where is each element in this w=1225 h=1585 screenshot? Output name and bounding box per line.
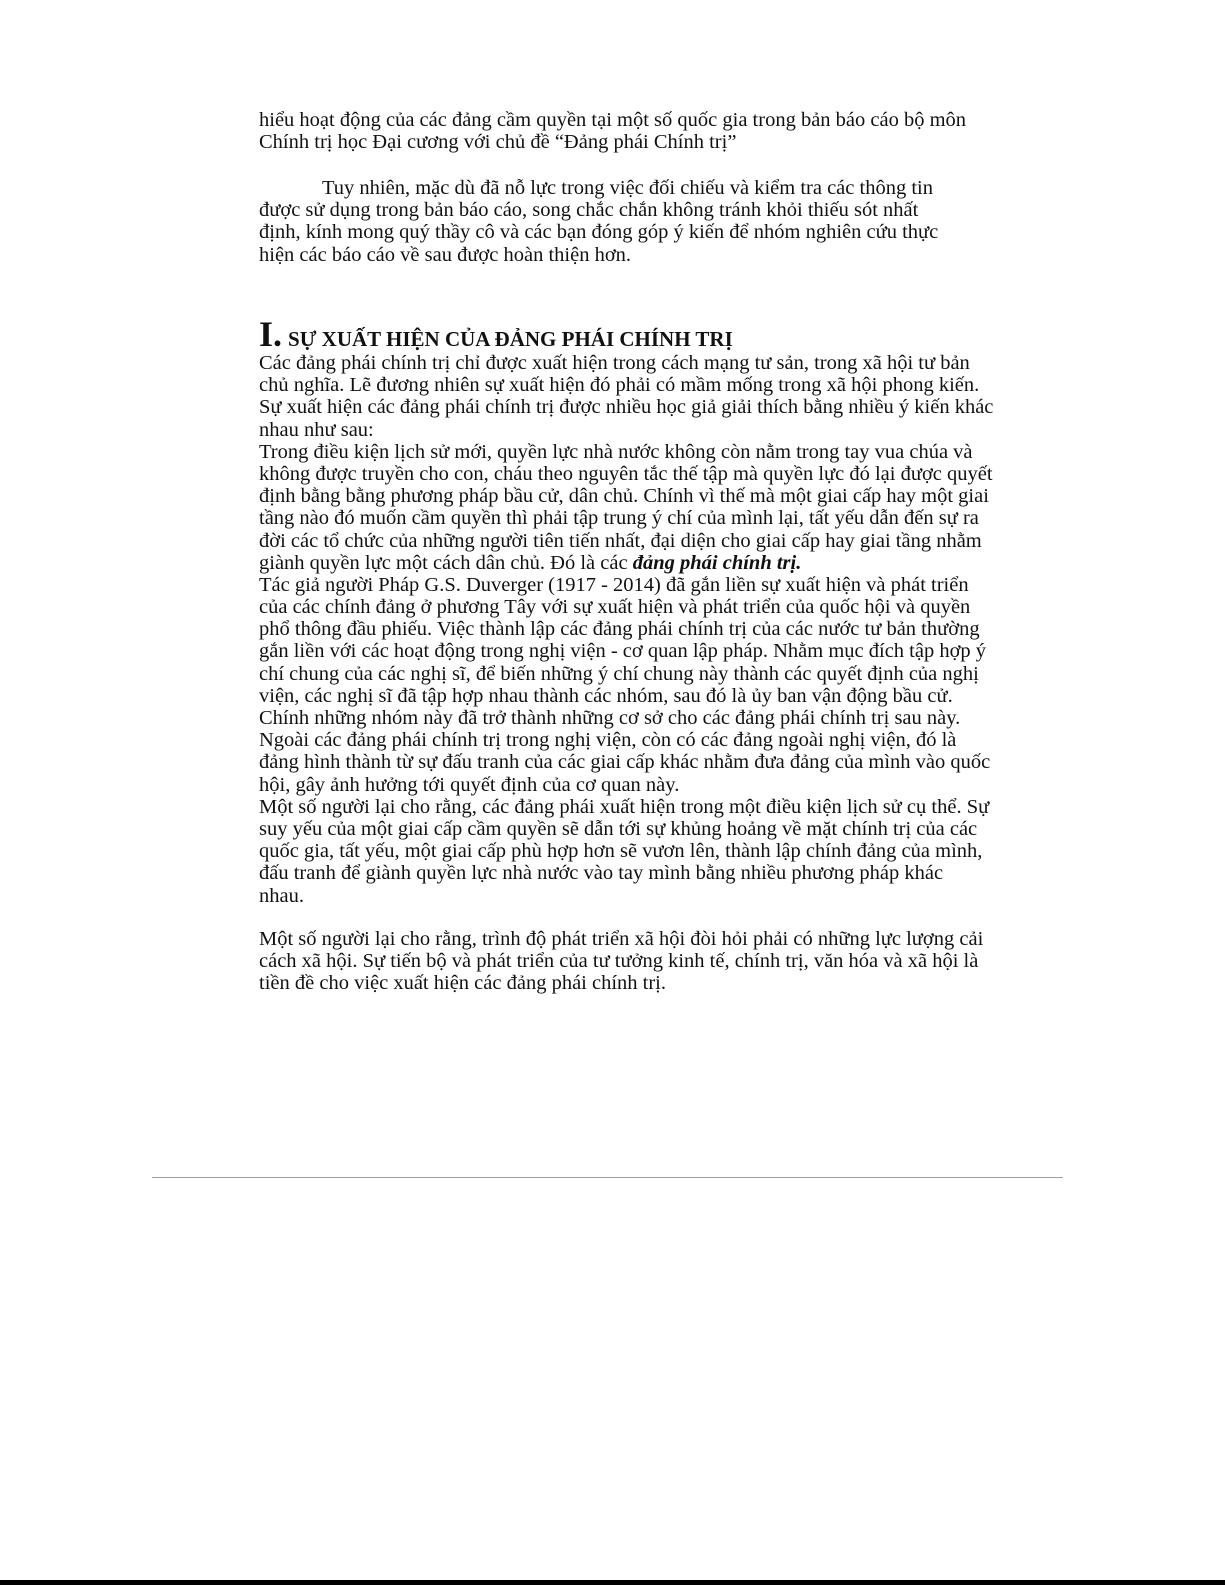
section-number: I. xyxy=(259,314,283,354)
text-line: Chính trị học Đại cương với chủ đề “Đảng phái Chính trị” xyxy=(259,131,737,154)
text-line: tiền đề cho việc xuất hiện các đảng phái chính trị. xyxy=(259,972,666,995)
text-line: Trong điều kiện lịch sử mới, quyền lực nhà nước không còn nằm trong tay vua chúa và xyxy=(259,440,973,463)
text-line: hiện các báo cáo về sau được hoàn thiện hơn. xyxy=(259,243,632,266)
emphasis-text: đảng phái chính trị. xyxy=(632,551,802,574)
text-line xyxy=(259,552,989,574)
text-line: viện, các nghị sĩ đã tập hợp nhau thành các nhóm, sau đó là ủy ban vận động bầu cử. xyxy=(259,684,953,707)
text-line: hội, gây ảnh hưởng tới quyết định của cơ quan này. xyxy=(259,773,680,796)
text-line: suy yếu của một giai cấp cầm quyền sẽ dẫn tới sự khủng hoảng về mặt chính trị của các xyxy=(259,817,978,840)
text-line: Một số người lại cho rằng, các đảng phái xuất hiện trong một điều kiện lịch sử cụ thể. Sự xyxy=(259,795,990,818)
text-line: của các chính đảng ở phương Tây với sự xuất hiện và phát triển của quốc hội và quyền xyxy=(259,596,971,619)
paragraph-duverger xyxy=(259,574,989,796)
text-line: Một số người lại cho rằng, trình độ phát triển xã hội đòi hỏi phải có những lực lượng cải xyxy=(259,928,984,950)
text-line: Sự xuất hiện các đảng phái chính trị được nhiều học giả giải thích bằng nhiều ý kiến khác xyxy=(259,396,994,419)
text-line: gắn liền với các hoạt động trong nghị viện - cơ quan lập pháp. Nhằm mục đích tập hợp ý xyxy=(259,640,987,663)
text-line: Các đảng phái chính trị chỉ được xuất hiện trong cách mạng tư sản, trong xã hội tư bản xyxy=(259,352,970,374)
text-line: định bằng bằng phương pháp bầu cử, dân chủ. Chính vì thế mà một giai cấp hay một giai xyxy=(259,485,989,508)
text-line: đấu tranh để giành quyền lực nhà nước vào tay mình bằng nhiều phương pháp khác xyxy=(259,862,944,885)
text-line: Tuy nhiên, mặc dù đã nỗ lực trong việc đối chiếu và kiểm tra các thông tin xyxy=(322,177,933,199)
text-line: nhau như sau: xyxy=(259,418,374,441)
text-line: Chính những nhóm này đã trở thành những cơ sở cho các đảng phái chính trị sau này. xyxy=(259,707,961,729)
text-line: quốc gia, tất yếu, một giai cấp phù hợp hơn sẽ vươn lên, thành lập chính đảng của mình, xyxy=(259,840,983,863)
paragraph-new-conditions xyxy=(259,440,993,574)
text-line: Tác giả người Pháp G.S. Duverger (1917 - 2014) đã gắn liền sự xuất hiện và phát triển xyxy=(259,573,969,596)
text-line: cách xã hội. Sự tiến bộ và phát triển của tư tưởng kinh tế, chính trị, văn hóa và xã hội là xyxy=(259,950,979,973)
text-line: tầng nào đó muốn cầm quyền thì phải tập trung ý chí của mình lại, tất yếu dẫn đến sự ra xyxy=(259,507,979,530)
section-body xyxy=(259,352,994,907)
disclaimer-paragraph xyxy=(259,177,989,266)
paragraph-historical-conditions xyxy=(259,796,989,907)
page-divider xyxy=(152,1177,1063,1178)
text-line: Ngoài các đảng phái chính trị trong nghị viện, còn có các đảng ngoài nghị viện, đó là xyxy=(259,729,957,752)
intro-paragraph xyxy=(259,109,989,153)
bottom-edge-bar xyxy=(0,1580,1225,1585)
text-line: đời các tổ chức của những người tiên tiến nhất, đại diện cho giai cấp hay giai tầng nhằm xyxy=(259,529,982,552)
section-heading xyxy=(259,316,733,352)
text-line: chủ nghĩa. Lẽ đương nhiên sự xuất hiện đó phải có mầm mống trong xã hội phong kiến. xyxy=(259,374,980,397)
text-line: định, kính mong quý thầy cô và các bạn đóng góp ý kiến để nhóm nghiên cứu thực xyxy=(259,221,939,244)
paragraph-social-development xyxy=(259,928,989,995)
text-line: nhau. xyxy=(259,884,304,907)
text-line: phổ thông đầu phiếu. Việc thành lập các đảng phái chính trị của các nước tư bản thường xyxy=(259,618,980,641)
paragraph-origin xyxy=(259,352,994,441)
text-line: được sử dụng trong bản báo cáo, song chắc chắn không tránh khỏi thiếu sót nhất xyxy=(259,199,919,222)
section-title: SỰ XUẤT HIỆN CỦA ĐẢNG PHÁI CHÍNH TRỊ xyxy=(288,327,733,351)
text-line: không được truyền cho con, cháu theo nguyên tắc thế tập mà quyền lực đó lại được quyết xyxy=(259,462,993,485)
text-line: chí chung của các nghị sĩ, để biến những ý chí chung này thành các quyết định của nghị xyxy=(259,662,979,685)
text-line: đảng hình thành từ sự đấu tranh của các giai cấp khác nhằm đưa đảng của mình vào quốc xyxy=(259,751,991,774)
text-line: hiểu hoạt động của các đảng cầm quyền tại một số quốc gia trong bản báo cáo bộ môn xyxy=(259,109,967,131)
text-segment: giành quyền lực một cách dân chủ. Đó là các xyxy=(259,551,633,574)
